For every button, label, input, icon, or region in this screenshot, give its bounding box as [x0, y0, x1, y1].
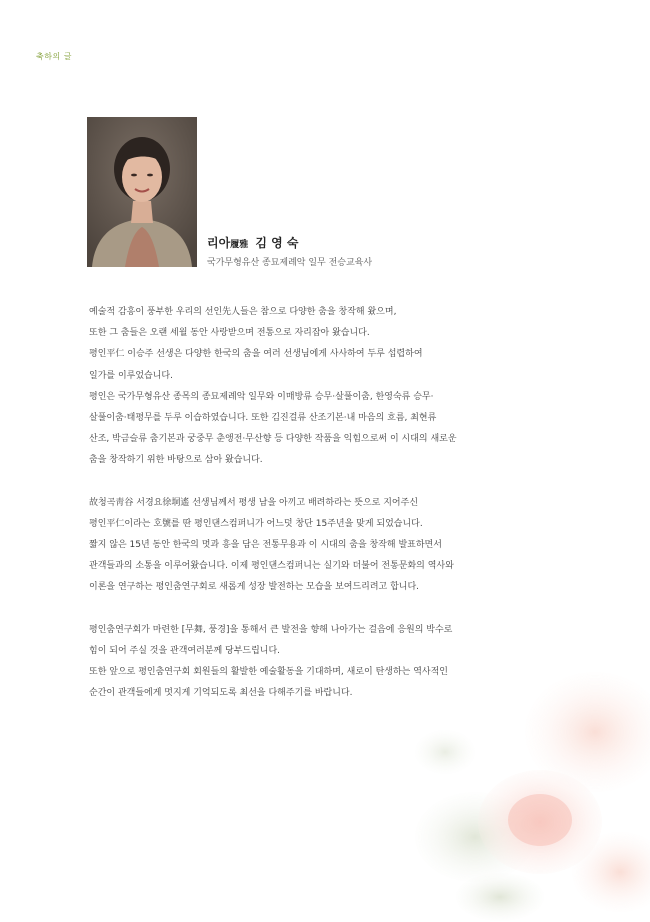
paragraph-gap [89, 599, 569, 620]
text-line: 평인은 국가무형유산 종목의 종묘제례악 일무와 이매방류 승무·살풀이춤, 한영숙류 승무· [89, 391, 434, 402]
text-line: 故청곡靑谷 서경요徐垌遙 선생님께서 평생 남을 아끼고 배려하라는 뜻으로 지어주신 [89, 497, 419, 508]
text-line: 평인춤연구회가 마련한 [무舞, 풍경]을 통해서 큰 발전을 향해 나아가는 걸음에 응원의 박수로 [89, 624, 453, 635]
paragraph-gap [89, 472, 569, 493]
name-text: 김 영 숙 [255, 236, 299, 250]
profile-name [207, 234, 299, 251]
text-line: 관객들과의 소통을 이루어왔습니다. 이제 평인댄스컴퍼니는 실기와 더불어 전통문화의 역사와 [89, 561, 454, 572]
paragraph [89, 302, 569, 472]
text-line: 또한 앞으로 평인춤연구회 회원들의 활발한 예술활동을 기대하며, 새로이 탄생하는 역사적인 [89, 667, 448, 678]
text-line: 일가를 이루었습니다. [89, 370, 173, 381]
text-line: 평인平仁 이승주 선생은 다양한 한국의 춤을 여러 선생님에게 사사하여 두루 섭렵하여 [89, 349, 423, 360]
congratulatory-message [89, 302, 569, 705]
portrait-photo [87, 117, 197, 267]
profile-title: 국가무형유산 종묘제례악 일무 전승교육사 [207, 258, 373, 268]
text-line: 살풀이춤·태평무를 두루 이습하였습니다. 또한 김진걸류 산조기본·내 마음의 흐름, 최현류 [89, 412, 437, 423]
paragraph [89, 493, 569, 599]
text-line: 예술적 감흥이 풍부한 우리의 선인先人들은 참으로 다양한 춤을 창작해 왔으며, [89, 307, 397, 317]
text-line: 이론을 연구하는 평인춤연구회로 새롭게 성장 발전하는 모습을 보여드리려고 합니다. [89, 582, 420, 593]
text-line: 또한 그 춤들은 오랜 세월 동안 사랑받으며 전통으로 자리잡아 왔습니다. [89, 328, 370, 339]
name-hanja: 履雅 [230, 240, 249, 250]
section-label: 축하의 글 [36, 52, 72, 61]
portrait-illustration [87, 117, 197, 267]
name-prefix: 리아 [207, 236, 231, 250]
text-line: 순간이 관객들에게 멋지게 기억되도록 최선을 다해주기를 바랍니다. [89, 688, 353, 699]
text-line: 평인平仁이라는 호號를 딴 평인댄스컴퍼니가 어느덧 창단 15주년을 맞게 되었습니다. [89, 518, 423, 529]
paragraph [89, 620, 569, 705]
text-line: 짧지 않은 15년 동안 한국의 멋과 흥을 담은 전통무용과 이 시대의 춤을 창작해 발표하면서 [89, 540, 442, 551]
text-line: 춤을 창작하기 위한 바탕으로 삼아 왔습니다. [89, 455, 263, 466]
text-line: 힘이 되어 주실 것을 관객여러분께 당부드립니다. [89, 646, 281, 656]
text-line: 산조, 박금슬류 춤기본과 궁중무 춘앵전·무산향 등 다양한 작품을 익힘으로써 이 시대의 새로운 [89, 434, 457, 445]
